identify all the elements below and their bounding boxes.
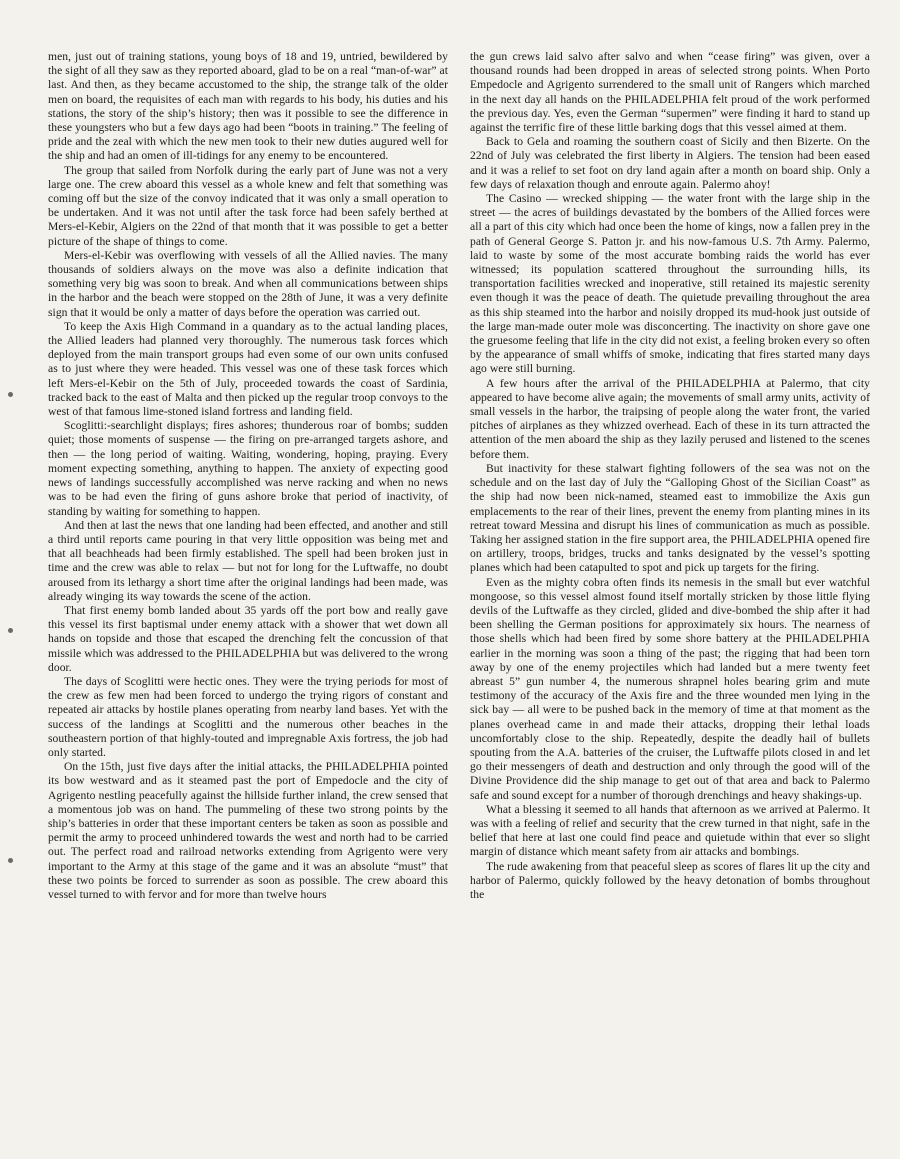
paragraph: The Casino — wrecked shipping — the water front with the large ship in the street — the acres of buildings devastated by the bombers of the Allied forces were all a part of this city which had once been the home of kings, now a fallen prey in the path of General George S. Patton jr. and his now-famous U.S. 7th Army. Palermo, laid to waste by some of the most accurate bombing raids the world has ever witnessed; its population scattered throughout the surrounding hills, its transportation facilities wrecked and inoperative, still retained its majestic serenity even though it was the peace of death. The quietude prevailing throughout the area as this ship steamed into the harbor and noisily dropped its mud-hook just outside of the large man-made outer mole was disconcerting. The inactivity on shore gave one the gruesome feeling that life in the city did not exist, a feeling broken every so often by the appearance of small whiffs of smoke, indicating that fires started many days ago were still burning. [470,192,870,376]
paragraph: The days of Scoglitti were hectic ones. They were the trying periods for most of the crew as few men had been forced to undergo the trying rigors of constant and repeated air attacks by hostile planes operating from nearby land bases. Yet with the success of the landings at Scoglitti and the numerous other beaches in the southeastern portion of that highly-touted and impregnable Axis fortress, the job had only started. [48,674,448,759]
paragraph: What a blessing it seemed to all hands that afternoon as we arrived at Palermo. It was with a feeling of relief and security that the crew turned in that night, safe in the belief that here at last one could find peace and quietude within that ever so slight margin of distance which meant safety from air attacks and bombings. [470,802,870,859]
paragraph: And then at last the news that one landing had been effected, and another and still a third until reports came pouring in that very little opposition was being met and that all beachheads had been firmly established. The spell had been broken just in time and the crew was able to relax — but not for long for the Luftwaffe, no doubt aroused from its lethargy a short time after the original landings had been made, was already winging its way towards the scene of the action. [48,518,448,603]
binder-hole-mark [8,628,13,633]
paragraph: To keep the Axis High Command in a quandary as to the actual landing places, the Allied leaders had planned very thoroughly. The numerous task forces which deployed from the main transport groups had even some of our own units confused as to just where they were headed. This vessel was one of these task forces which left Mers-el-Kebir on the 5th of July, proceeded towards the coast of Sardinia, tracked back to the east of Malta and then picked up the regular troop convoys to the west of that famous lime-stoned island fortress and landing field. [48,319,448,419]
right-column [470,50,870,1099]
paragraph: But inactivity for these stalwart fighting followers of the sea was not on the schedule and on the last day of July the “Galloping Ghost of the Sicilian Coast” as the ship had now been nick-named, steamed east to immobilize the Axis gun emplacements to the rear of their lines, prevent the enemy from planting mines in its retreat toward Messina and disrupt his lines of communication as much as possible. Taking her assigned station in the fire support area, the PHILADELPHIA opened fire on artillery, troops, bridges, trucks and tanks designated by the vessel’s spotting planes which had been catapulted to spot and pick up targets for the firing. [470,461,870,575]
paragraph: The group that sailed from Norfolk during the early part of June was not a very large one. The crew aboard this vessel as a whole knew and felt that something was coming off but the size of the convoy indicated that it was only a small operation to be undertaken. And it was not until after the task force had been safely berthed at Mers-el-Kebir, Algiers on the 22nd of that month that it was possible to get a better picture of the shape of things to come. [48,163,448,248]
text-columns [48,50,870,1099]
left-column [48,50,448,1099]
paragraph: That first enemy bomb landed about 35 yards off the port bow and really gave this vessel its first baptismal under enemy attack with a shower that wet down all hands on topside and those that escaped the drenching felt the concussion of that missile which was addressed to the PHILADELPHIA but was delivered to the wrong door. [48,603,448,674]
paragraph: Mers-el-Kebir was overflowing with vessels of all the Allied navies. The many thousands of soldiers always on the move was also a definite indication that something very big was soon to break. And when all communications between ships in the harbor and the beach were stopped on the 28th of June, it was a very definite sign that it would be only a matter of days before the operation was carried out. [48,248,448,319]
binder-hole-mark [8,858,13,863]
paragraph: men, just out of training stations, young boys of 18 and 19, untried, bewildered by the sight of all they saw as they reported aboard, glad to be on a real “man-of-war” at last. And then, as they became accustomed to the ship, the strange talk of the older men on board, the requisites of each man with regards to his body, his duties and his stations, the story of the ship’s history; then was it possible to see the difference in these youngsters who but a few days ago had been “boots in training.” The feeling of pride and the zeal with which the new men took to their new duties augured well for the ship and had an omen of ill-tidings for any enemy to be encountered. [48,50,448,163]
paragraph: Scoglitti:-searchlight displays; fires ashores; thunderous roar of bombs; sudden quiet; those moments of suspense — the firing on pre-arranged targets ashore, and then — the long period of waiting. Waiting, wondering, hoping, praying. Every moment expecting something, anything to happen. The anxiety of expecting good news of landings successfully accomplished was nerve racking and when no news was to be had even the firing of guns ashore broke that period of inactivity, of standing by waiting for something to happen. [48,419,448,518]
paragraph: On the 15th, just five days after the initial attacks, the PHILADELPHIA pointed its bow westward and as it steamed past the port of Empedocle and the city of Agrigento nestling peacefully against the hillside further inland, the crew sensed that a momentous job was on hand. The pummeling of these two strong points by the ship’s batteries in order that these important centers be taken as soon as possible and permit the army to proceed unhindered towards the west and north had to be carried out. The perfect road and railroad networks extending from Agrigento were very important to the Army at this stage of the game and it was an absolute “must” that these two points be forced to surrender as soon as possible. The crew aboard this vessel turned to with fervor and for more than twelve hours [48,760,448,901]
paragraph: the gun crews laid salvo after salvo and when “cease firing” was given, over a thousand rounds had been dropped in areas of selected strong points. When Porto Empedocle and Agrigento surrendered to the small unit of Rangers which marched in the next day all hands on the PHILADELPHIA felt proud of the work performed the previous day. Yes, even the German “supermen” were finding it hard to stand up against the terrific fire of these little barking dogs that this vessel aimed at them. [470,50,870,135]
paragraph: The rude awakening from that peaceful sleep as scores of flares lit up the city and harbor of Palermo, quickly followed by the heavy detonation of bombs throughout the [470,859,870,901]
paragraph: A few hours after the arrival of the PHILADELPHIA at Palermo, that city appeared to have become alive again; the movements of small army units, activity of small vessels in the harbor, the traipsing of people along the water front, the varied pitches of airplanes as they whizzed overhead. Each of these in its turn attracted the attention of the men aboard the ship as they lazily perused and listened to the scenes before them. [470,376,870,461]
paragraph: Back to Gela and roaming the southern coast of Sicily and then Bizerte. On the 22nd of July was celebrated the first liberty in Algiers. The tension had been eased and it was a relief to set foot on dry land again after a month on board ship. Only a few days of relaxation though and enroute again. Palermo ahoy! [470,135,870,191]
paragraph: Even as the mighty cobra often finds its nemesis in the small but ever watchful mongoose, so this vessel almost found itself mortally stricken by those little flying devils of the Luftwaffe as they circled, glided and dive-bombed the ship after it had been shelling the German positions for approximately six hours. The nearness of those shells which had been fired by some shore battery at the PHILADELPHIA earlier in the morning was soon a thing of the past; the rigging that had been torn away by one of the enemy projectiles which had landed but a mere twenty feet abreast 5” gun number 4, the numerous shrapnel holes bearing grim and mute testimony of the accuracy of the Axis fire and the three wounded men lying in the sick bay — all were to be pushed back in the memory of time at that moment as the planes overhead came in and made their attacks, dropping their lethal loads uncomfortably close to the ship. Repeatedly, despite the deadly hail of bullets spouting from the A.A. batteries of the cruiser, the Luftwaffe pilots closed in and let go their messengers of death and destruction and only through the good will of the Divine Providence did the ship manage to get out of that area and back to Palermo safe and sound except for a number of thorough drenchings and heavy shakings-up. [470,575,870,802]
binder-hole-mark [8,392,13,397]
